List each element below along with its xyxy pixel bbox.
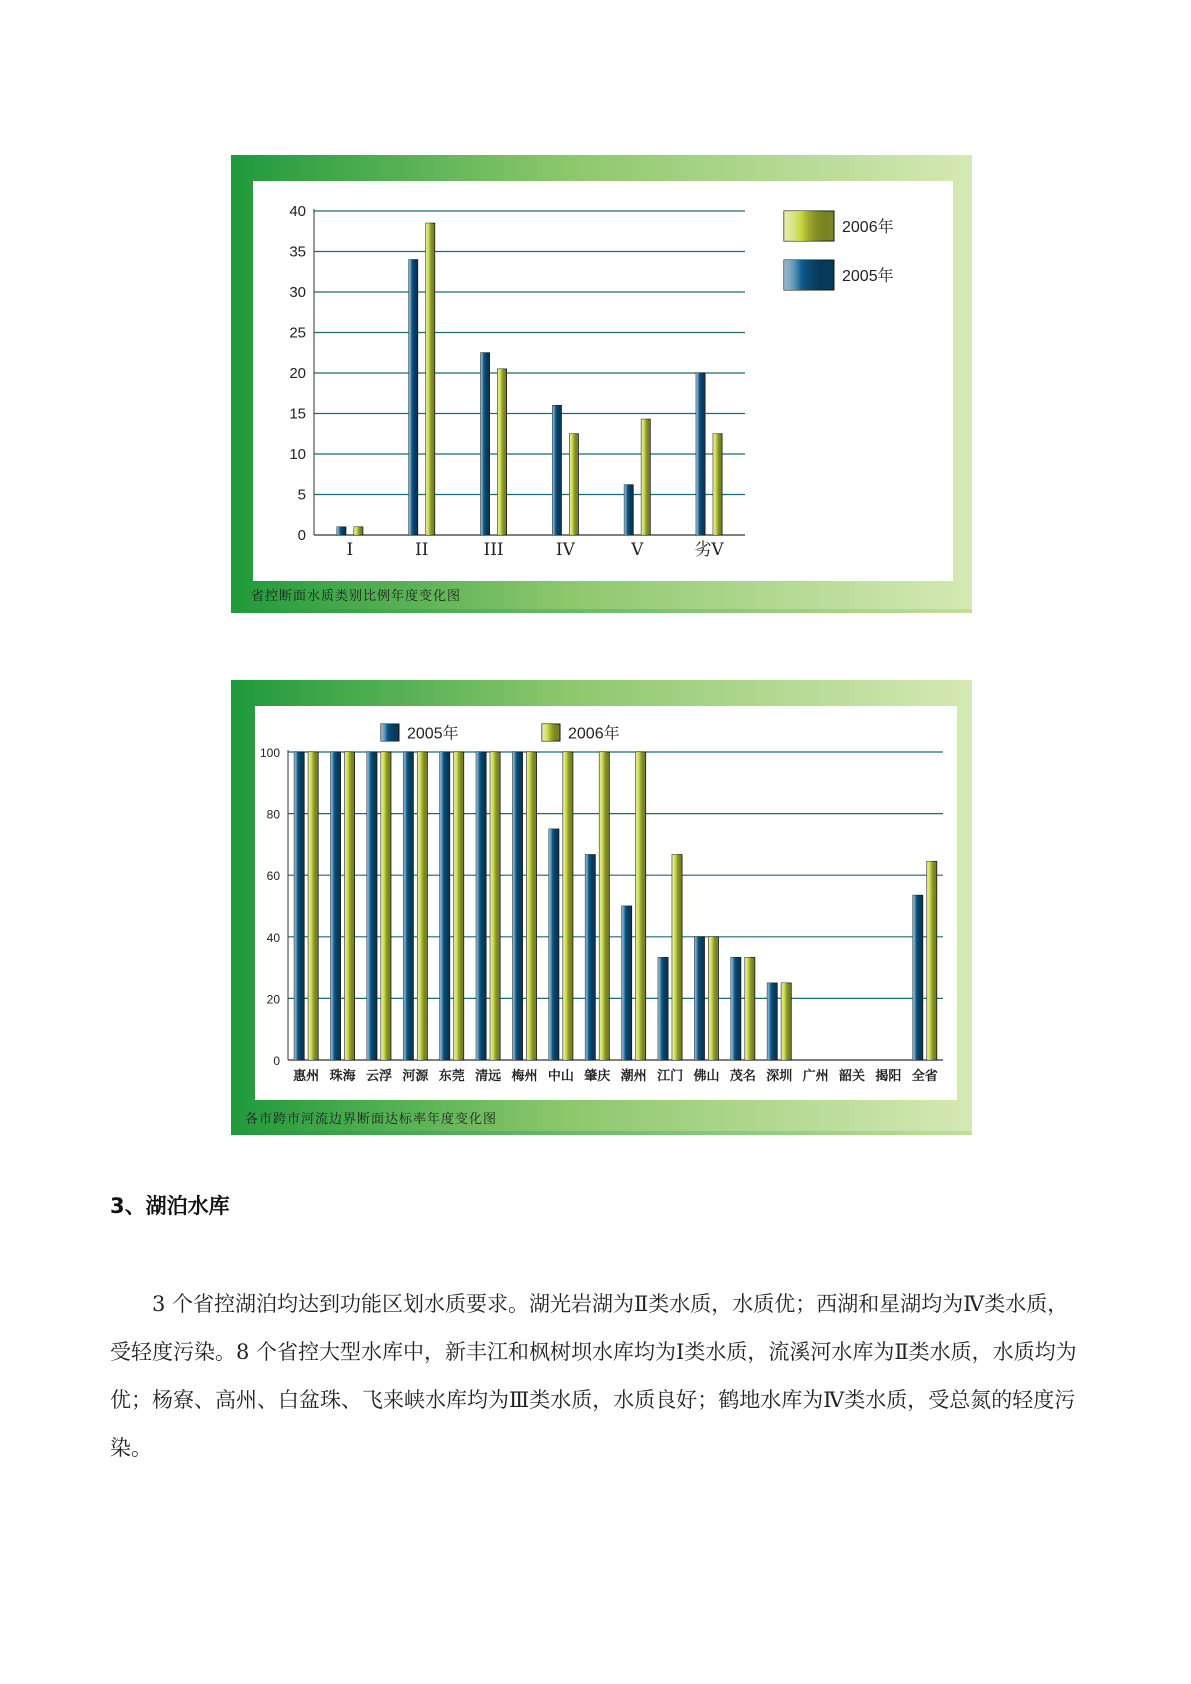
x-category-label: 韶关	[839, 1069, 866, 1084]
x-category-label: 中山	[547, 1069, 574, 1084]
x-category-label: 揭阳	[875, 1069, 902, 1084]
bar-shading	[913, 895, 923, 1060]
legend-label: 2005年	[842, 268, 894, 285]
bar-shading	[636, 752, 646, 1060]
y-tick-label: 40	[289, 203, 306, 220]
bar-shading	[549, 829, 559, 1060]
bar-shading	[585, 855, 595, 1060]
bar-shading	[331, 752, 341, 1060]
bar-shading	[552, 405, 561, 535]
x-category-label: 江门	[657, 1069, 684, 1084]
x-category-label: 惠州	[293, 1069, 320, 1084]
x-category-label: 肇庆	[584, 1069, 611, 1084]
y-tick-label: 15	[289, 405, 306, 423]
legend-swatch-shading	[542, 724, 560, 741]
x-category-label: 珠海	[329, 1069, 356, 1084]
x-category-label: 河源	[402, 1069, 429, 1084]
x-category-label: 茂名	[729, 1069, 756, 1084]
bar-shading	[403, 752, 413, 1060]
y-tick-label: 80	[266, 807, 280, 822]
bar-shading	[417, 752, 427, 1060]
y-tick-label: 0	[273, 1054, 280, 1068]
bar-shading	[354, 527, 363, 535]
x-category-label: IV	[555, 540, 575, 560]
y-tick-label: 25	[289, 324, 306, 342]
bar-shading	[294, 752, 304, 1060]
bar-shading	[367, 752, 377, 1060]
x-category-label: III	[483, 540, 504, 560]
x-category-label: 云浮	[365, 1069, 392, 1084]
figure-base-bar	[231, 1131, 972, 1135]
x-category-label: 梅州	[511, 1069, 538, 1084]
bar-shading	[708, 937, 718, 1060]
x-category-label: 佛山	[693, 1069, 720, 1084]
bar-shading	[454, 752, 464, 1060]
y-tick-label: 35	[289, 243, 306, 261]
x-category-label: 劣V	[694, 540, 724, 560]
x-category-label: II	[415, 540, 429, 560]
bar-shading	[498, 369, 507, 535]
bar-shading	[337, 527, 346, 535]
water-quality-class-chart	[231, 155, 972, 613]
x-category-label: I	[346, 540, 354, 560]
y-tick-label: 100	[259, 746, 280, 760]
y-tick-label: 30	[289, 284, 306, 301]
x-category-label: 广州	[802, 1069, 829, 1084]
y-tick-label: 5	[297, 486, 306, 504]
figure-caption: 省控断面水质类别比例年度变化图	[251, 589, 462, 604]
legend-swatch-shading	[381, 724, 399, 741]
bar-shading	[527, 752, 537, 1060]
x-category-label: 潮州	[620, 1069, 647, 1084]
legend-swatch-shading	[784, 211, 834, 241]
bar-shading	[781, 983, 791, 1060]
cross-city-compliance-figure	[231, 680, 972, 1135]
figure-base-bar	[231, 609, 972, 613]
bar-shading	[308, 752, 318, 1060]
bar-shading	[731, 957, 741, 1060]
x-category-label: 东莞	[438, 1069, 465, 1084]
bar-shading	[481, 353, 490, 535]
y-tick-label: 0	[297, 527, 306, 544]
legend-label: 2006年	[842, 219, 894, 236]
legend-swatch-shading	[784, 260, 834, 290]
bar-shading	[490, 752, 500, 1060]
bar-shading	[622, 906, 632, 1060]
y-tick-label: 20	[289, 365, 306, 382]
y-tick-label: 40	[266, 930, 280, 945]
bar-shading	[440, 752, 450, 1060]
x-category-label: 清远	[475, 1069, 502, 1084]
bar-shading	[599, 752, 609, 1060]
bar-shading	[767, 983, 777, 1060]
y-tick-label: 10	[289, 446, 306, 463]
cross-city-compliance-chart	[231, 680, 972, 1135]
x-category-label: V	[631, 540, 644, 560]
bar-shading	[624, 485, 633, 535]
bar-shading	[696, 373, 705, 535]
figure-caption: 各市跨市河流边界断面达标率年度变化图	[245, 1112, 498, 1127]
bar-shading	[513, 752, 523, 1060]
bar-shading	[426, 223, 435, 535]
legend-label: 2006年	[568, 725, 620, 743]
bar-shading	[641, 419, 650, 535]
bar-shading	[381, 752, 391, 1060]
bar-shading	[694, 937, 704, 1060]
y-tick-label: 20	[266, 992, 280, 1007]
legend-label: 2005年	[407, 725, 459, 743]
body-paragraph: 3 个省控湖泊均达到功能区划水质要求。湖光岩湖为Ⅱ类水质，水质优；西湖和星湖均为Ⅳ类水质，受轻度污染。8 个省控大型水库中，新丰江和枫树坝水库均为Ⅰ类水质，流溪河水库为Ⅱ类水质，水质均为优；杨寮、高州、白盆珠、飞来峡水库均为Ⅲ类水质，水质良好；鹤地水库为Ⅳ类水质，受总氮的轻度污染。	[110, 1292, 1077, 1460]
bar-shading	[563, 752, 573, 1060]
bar-shading	[409, 260, 418, 535]
y-tick-label: 60	[266, 869, 280, 884]
bar-shading	[672, 855, 682, 1060]
x-category-label: 全省	[911, 1069, 938, 1084]
bar-shading	[927, 861, 937, 1060]
bar-shading	[345, 752, 355, 1060]
x-category-label: 深圳	[766, 1069, 793, 1084]
bar-shading	[569, 434, 578, 535]
bar-shading	[476, 752, 486, 1060]
bar-shading	[713, 434, 722, 535]
bar-shading	[658, 957, 668, 1060]
section-heading: 3、湖泊水库	[110, 1194, 230, 1218]
bar-shading	[745, 957, 755, 1060]
water-quality-class-figure	[231, 155, 972, 613]
